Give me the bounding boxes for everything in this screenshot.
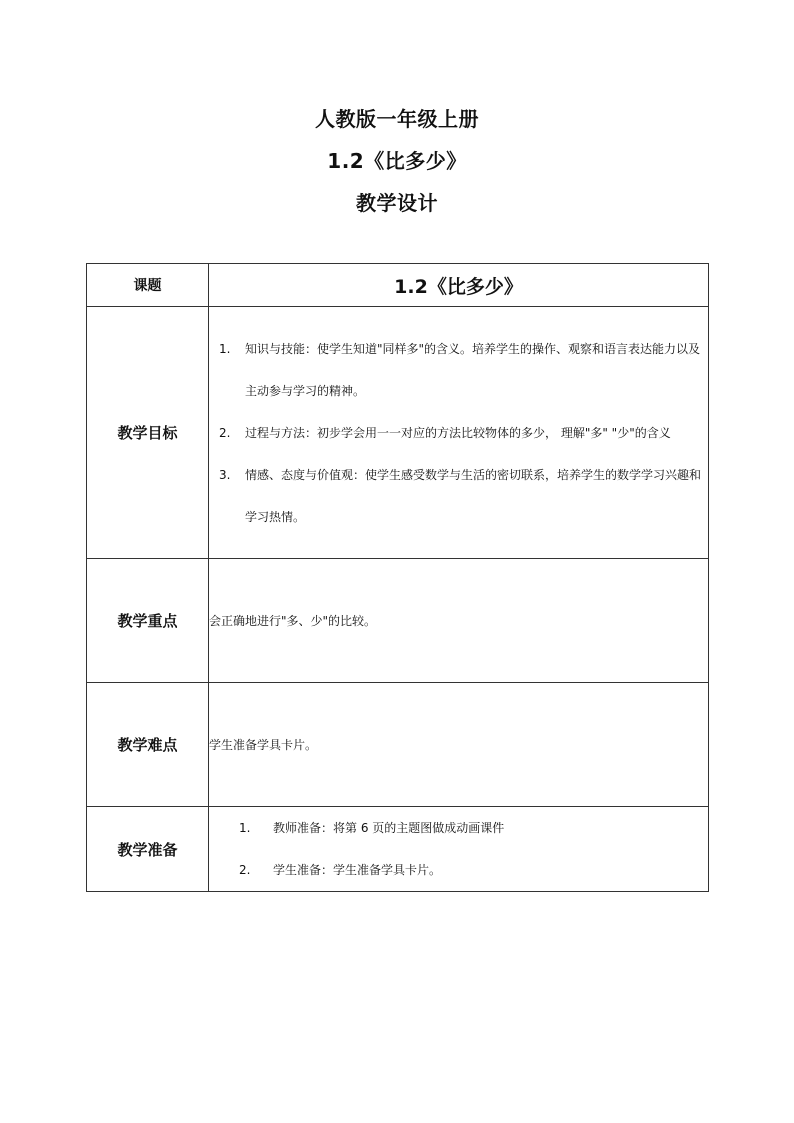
preparation-text: 教师准备：将第 6 页的主题图做成动画课件 — [273, 821, 505, 835]
goal-text: 情感、态度与价值观：使学生感受数学与生活的密切联系，培养学生的数学学习兴趣和学习热情。 — [245, 467, 702, 524]
goal-text: 知识与技能：使学生知道"同样多"的含义。培养学生的操作、观察和语言表达能力以及主动参与学习的精神。 — [245, 341, 701, 398]
document-header — [0, 104, 794, 230]
difficulty-label: 教学难点 — [87, 683, 209, 807]
preparation-label: 教学准备 — [87, 807, 209, 892]
document-type-title: 教学设计 — [356, 191, 438, 215]
goal-number: 3. — [219, 467, 231, 482]
goals-label: 教学目标 — [87, 307, 209, 559]
difficulty-text: 学生准备学具卡片。 — [209, 683, 709, 807]
goal-text: 过程与方法：初步学会用一一对应的方法比较物体的多少， 理解"多" "少"的含义 — [245, 425, 671, 440]
goal-number: 1. — [219, 341, 231, 356]
goal-number: 2. — [219, 425, 231, 440]
goal-item — [209, 328, 708, 412]
preparation-cell — [209, 807, 709, 892]
table-row-preparation — [87, 807, 709, 892]
table-row-goals — [87, 307, 709, 559]
preparation-item — [209, 807, 708, 849]
preparation-text: 学生准备：学生准备学具卡片。 — [273, 863, 442, 877]
goal-item — [209, 412, 708, 454]
preparation-number: 1. — [239, 821, 251, 835]
table-row-key-points — [87, 559, 709, 683]
key-points-label: 教学重点 — [87, 559, 209, 683]
topic-label: 课题 — [87, 264, 209, 307]
preparation-item — [209, 849, 708, 891]
book-title: 人教版一年级上册 — [315, 107, 479, 131]
topic-value: 1.2《比多少》 — [209, 264, 709, 307]
goals-list — [209, 328, 708, 538]
lesson-title: 1.2《比多少》 — [327, 149, 467, 173]
goals-cell — [209, 307, 709, 559]
table-row-topic — [87, 264, 709, 307]
lesson-plan-table — [86, 263, 709, 892]
goal-item — [209, 454, 708, 538]
preparation-number: 2. — [239, 863, 251, 877]
table-row-difficulty — [87, 683, 709, 807]
preparation-list — [209, 807, 708, 891]
key-points-text: 会正确地进行"多、少"的比较。 — [209, 559, 709, 683]
